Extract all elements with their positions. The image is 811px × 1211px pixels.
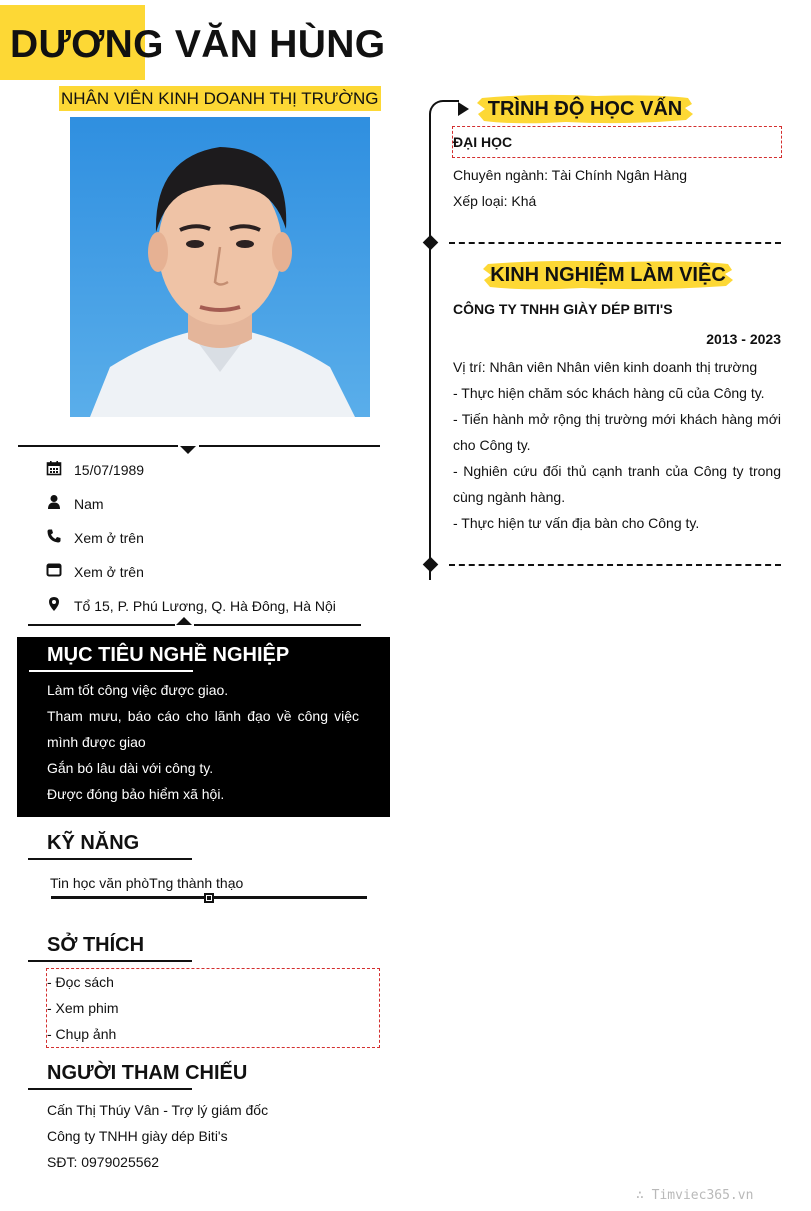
objective-line: Được đóng bảo hiểm xã hội. bbox=[47, 786, 225, 802]
candidate-name: DƯƠNG VĂN HÙNG bbox=[10, 23, 386, 66]
experience-line: - Tiến hành mở rộng thị trường mới khách hàng mới bbox=[453, 411, 781, 427]
info-divider-bottom-right bbox=[194, 624, 361, 626]
experience-title: KINH NGHIỆM LÀM VIỆC bbox=[490, 264, 726, 286]
job-title: NHÂN VIÊN KINH DOANH THỊ TRƯỜNG bbox=[59, 86, 381, 111]
hobby-item: - Đọc sách bbox=[47, 974, 114, 990]
education-major: Chuyên ngành: Tài Chính Ngân Hàng bbox=[453, 167, 688, 183]
reference-line: Công ty TNHH giày dép Biti's bbox=[47, 1128, 228, 1144]
objective-line: Làm tốt công việc được giao. bbox=[47, 682, 229, 698]
experience-line: Vị trí: Nhân viên Nhân viên kinh doanh thị trường bbox=[453, 359, 758, 375]
objective-line: Tham mưu, báo cáo cho lãnh đạo về công việc bbox=[47, 708, 359, 724]
experience-line: cùng ngành hàng. bbox=[453, 489, 566, 505]
gender-text: Nam bbox=[74, 496, 104, 512]
experience-line: cho Công ty. bbox=[453, 437, 531, 453]
education-school-box bbox=[452, 126, 782, 158]
objective-section bbox=[17, 637, 390, 817]
hobbies-title: SỞ THÍCH bbox=[47, 934, 145, 956]
experience-period: 2013 - 2023 bbox=[706, 331, 781, 347]
education-divider bbox=[449, 242, 781, 244]
timeline-line bbox=[429, 115, 431, 580]
reference-line: Cấn Thị Thúy Vân - Trợ lý giám đốc bbox=[47, 1102, 269, 1118]
experience-line: - Nghiên cứu đối thủ cạnh tranh của Công ty trong bbox=[453, 463, 781, 479]
hobbies-underline bbox=[28, 960, 192, 962]
skill-name: Tin học văn phòTng thành thạo bbox=[50, 875, 244, 891]
references-title: NGƯỜI THAM CHIẾU bbox=[47, 1062, 248, 1084]
skills-underline bbox=[28, 858, 192, 860]
objective-line: mình được giao bbox=[47, 734, 146, 750]
timeline-diamond-icon bbox=[423, 235, 439, 251]
profile-photo bbox=[70, 117, 370, 417]
education-title-badge bbox=[476, 92, 694, 126]
timeline-diamond-icon bbox=[423, 557, 439, 573]
birthday-text: 15/07/1989 bbox=[74, 462, 145, 478]
objective-line: Gắn bó lâu dài với công ty. bbox=[47, 760, 214, 776]
experience-company: CÔNG TY TNHH GIÀY DÉP BITI'S bbox=[453, 301, 673, 317]
education-grade: Xếp loại: Khá bbox=[453, 193, 537, 209]
references-underline bbox=[28, 1088, 192, 1090]
divider-arrow-down-icon bbox=[180, 446, 196, 454]
watermark-brand: ∴ Timviec365.vn bbox=[636, 1188, 754, 1203]
info-divider-top-left bbox=[18, 445, 178, 447]
objective-title: MỤC TIÊU NGHỀ NGHIỆP bbox=[47, 644, 290, 666]
timeline-curve bbox=[429, 100, 459, 120]
skill-level-knob bbox=[204, 893, 214, 903]
hobby-item: - Xem phim bbox=[47, 1000, 119, 1016]
divider-arrow-up-icon bbox=[176, 617, 192, 625]
education-title: TRÌNH ĐỘ HỌC VẤN bbox=[487, 98, 683, 120]
phone-text: Xem ở trên bbox=[74, 530, 144, 546]
email-icon bbox=[46, 562, 62, 578]
user-icon bbox=[46, 494, 62, 510]
address-text: Tổ 15, P. Phú Lương, Q. Hà Đông, Hà Nội bbox=[74, 598, 336, 614]
info-divider-top-right bbox=[199, 445, 380, 447]
experience-title-badge bbox=[482, 258, 734, 292]
skills-title: KỸ NĂNG bbox=[47, 832, 140, 854]
experience-line: - Thực hiện tư vấn địa bàn cho Công ty. bbox=[453, 515, 700, 531]
info-divider-bottom-left bbox=[28, 624, 175, 626]
location-icon bbox=[46, 596, 62, 612]
email-text: Xem ở trên bbox=[74, 564, 144, 580]
phone-icon bbox=[46, 528, 62, 544]
hobby-item: - Chụp ảnh bbox=[47, 1026, 117, 1042]
experience-line: - Thực hiện chăm sóc khách hàng cũ của Công ty. bbox=[453, 385, 765, 401]
objective-underline bbox=[29, 670, 193, 672]
education-school: ĐẠI HỌC bbox=[453, 134, 513, 150]
name-header bbox=[0, 5, 400, 80]
reference-line: SĐT: 0979025562 bbox=[47, 1154, 160, 1170]
experience-divider bbox=[449, 564, 781, 566]
hobbies-list bbox=[46, 968, 380, 1048]
calendar-icon bbox=[46, 460, 62, 476]
timeline-arrow-icon bbox=[458, 102, 469, 116]
